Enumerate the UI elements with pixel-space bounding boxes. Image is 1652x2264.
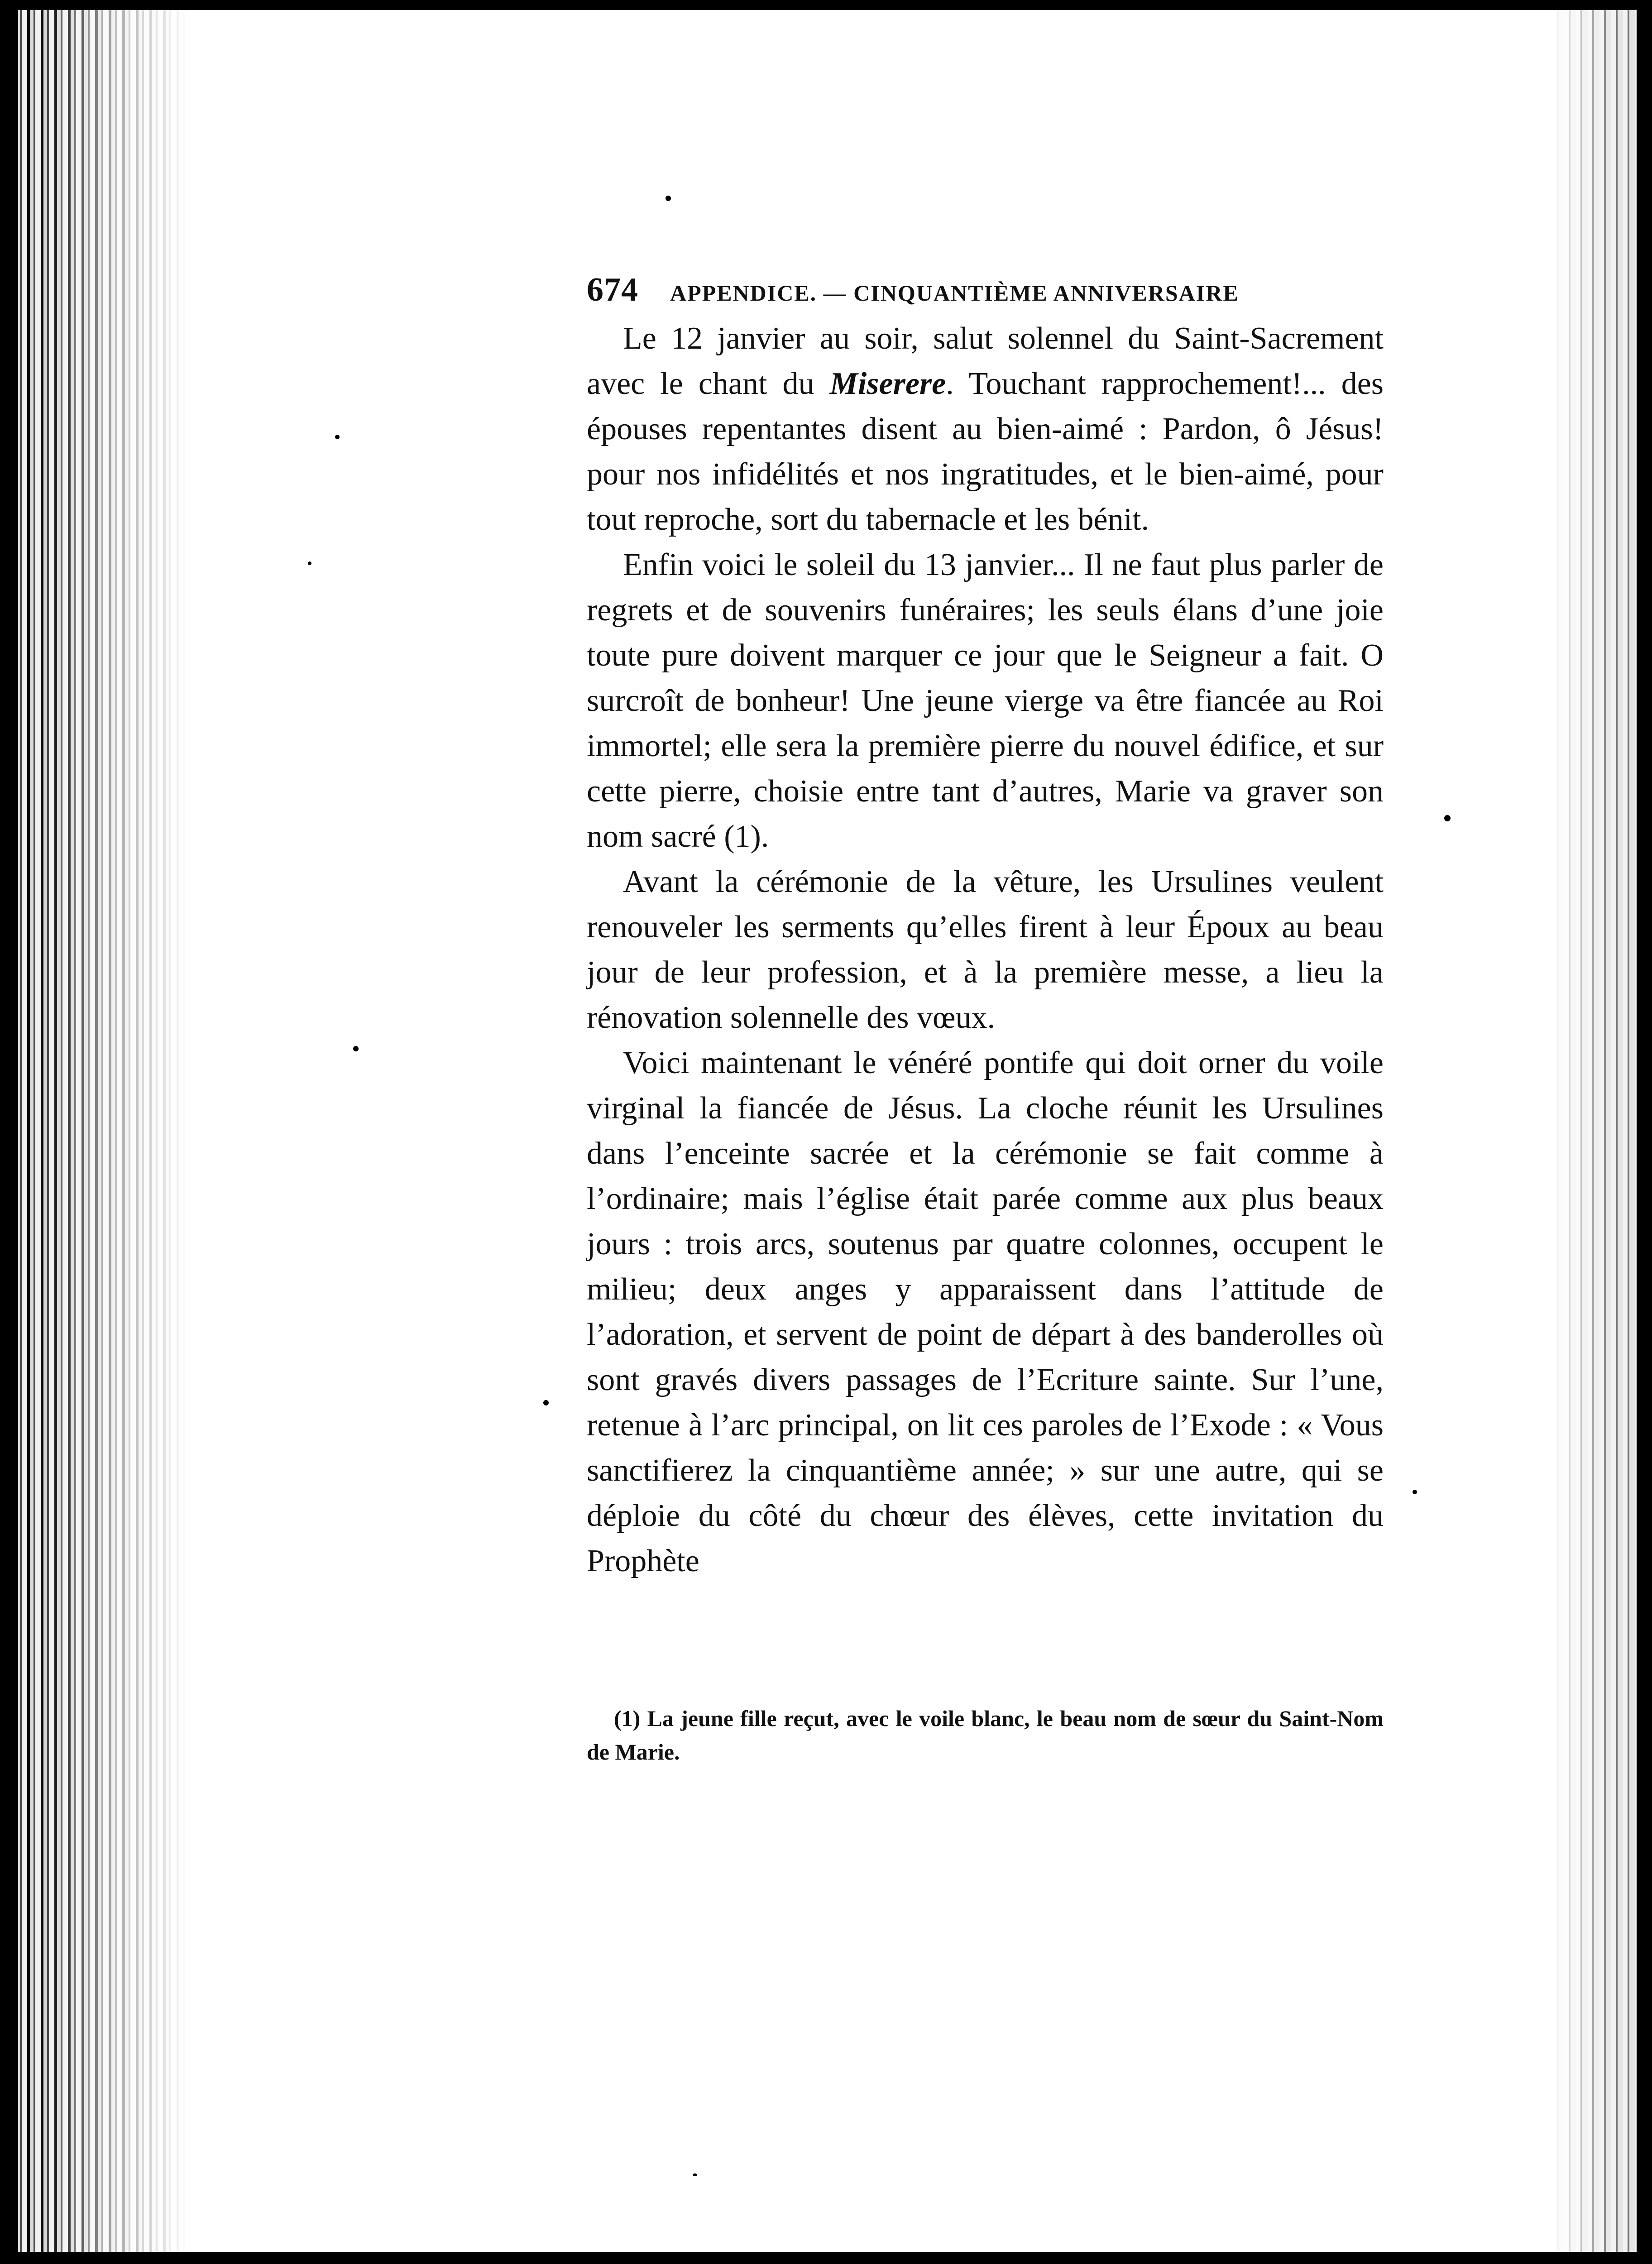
paragraph-3: Avant la cérémonie de la vêture, les Ursulines veulent renouveler les serments qu’elles firent à leur Époux au beau jour de leur profession, et à la première messe, a lieu la rénovation solennelle des vœux. [587,864,1384,1035]
scan-speck [335,435,340,439]
paragraph-2: Enfin voici le soleil du 13 janvier... Il ne faut plus parler de regrets et de souvenirs funéraires; les seuls élans d’une joie toute pure doivent marquer ce jour que le Seigneur a fait. O surcroît de bonheur! Une jeune vierge va être fiancée au Roi immortel; elle sera la première pierre du nouvel édifice, et sur cette pierre, choisie entre tant d’autres, Marie va graver son nom sacré (1). [587,547,1384,854]
scan-speck [666,196,671,201]
paragraph-1-start: Le 12 janvier au soir, salut solennel du Saint-Sacrement avec le chant du [587,321,1384,401]
running-head: APPENDICE. — CINQUANTIÈME ANNIVERSAIRE [670,280,1239,306]
scan-border-bottom [0,2252,1652,2264]
paragraph-1-end: . Touchant rapprochement!... des épouses repentantes disent au bien-aimé : Pardon, ô Jésus! pour nos infidélités et nos ingratitudes, et le bien-aimé, pour tout reproche, sort du tabernacle et les bénit. [587,366,1384,537]
scan-edge-left [0,0,190,2264]
footnote-text: (1) La jeune fille reçut, avec le voile blanc, le beau nom de sœur du Saint-Nom de Marie. [587,1706,1384,1765]
paragraph-4: Voici maintenant le vénéré pontife qui doit orner du voile virginal la fiancée de Jésus. La cloche réunit les Ursulines dans l’enceinte sacrée et la cérémonie se fait comme à l’ordinaire; mais l’église était parée comme aux plus beaux jours : trois arcs, soutenus par quatre colonnes, occupent le milieu; deux anges y apparaissent dans l’attitude de l’adoration, et servent de point de départ à des banderolles où sont gravés divers passages de l’Ecriture sainte. Sur l’une, retenue à l’arc principal, on lit ces paroles de l’Exode : « Vous sanctifierez la cinquantième année; » sur une autre, qui se déploie du côté du chœur des élèves, cette invitation du Prophète [587,1046,1384,1578]
scan-border-right [1637,0,1652,2264]
body-text [587,316,1384,1584]
scan-speck [1413,1490,1417,1494]
footnote [587,1702,1384,1769]
page-number: 674 [587,271,638,308]
scan-border-left [0,0,18,2264]
scan-speck [543,1400,549,1405]
scan-speck [1444,815,1451,821]
paragraph-1 [587,316,1384,542]
paragraph-1-italic: Miserere [829,366,946,401]
scan-speck [353,1046,359,1051]
scan-speck [693,2173,697,2176]
page-header [587,271,1298,312]
scan-border-top [0,0,1652,10]
scan-speck [308,561,311,565]
